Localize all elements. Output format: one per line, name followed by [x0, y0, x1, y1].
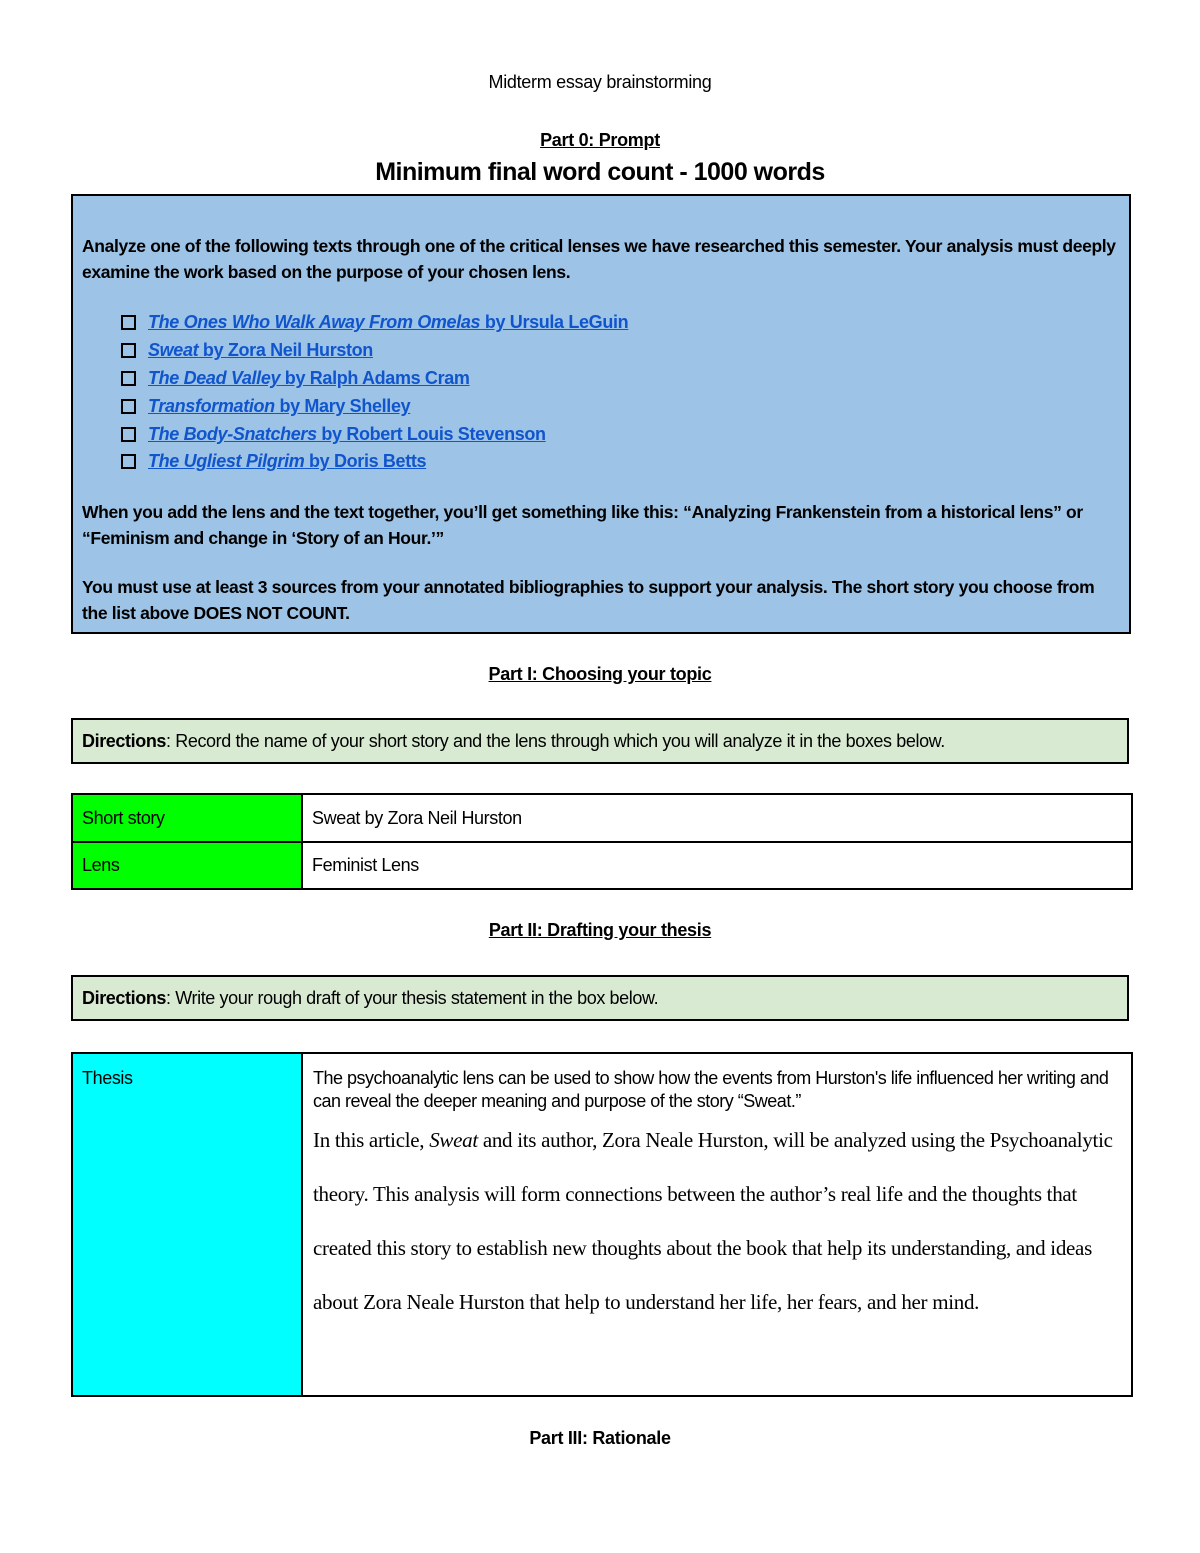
part2-directions [71, 975, 1129, 1021]
lens-label: Lens [72, 842, 302, 889]
short-story-label: Short story [72, 794, 302, 842]
checkbox-icon[interactable] [121, 427, 136, 442]
table-row [72, 842, 1132, 889]
prompt-example: When you add the lens and the text together, you’ll get something like this: “Analyzing Frankenstein from a historical lens” or “Feminism and change in ‘Story of an Hour.’” [82, 502, 1083, 548]
story-link[interactable]: Transformation by Mary Shelley [148, 395, 411, 416]
thesis-field[interactable] [302, 1053, 1132, 1396]
part1-heading: Part I: Choosing your topic [488, 664, 712, 684]
checkbox-icon[interactable] [121, 454, 136, 469]
prompt-sources: You must use at least 3 sources from your annotated bibliographies to support your analysis. The short story you choose from the list above DOES NOT COUNT. [82, 577, 1095, 623]
part1-directions [71, 718, 1129, 764]
directions-label: Directions [82, 987, 167, 1008]
thesis-label: Thesis [72, 1053, 302, 1396]
directions-text: : Record the name of your short story and the lens through which you will analyze it in the boxes below. [166, 730, 945, 751]
checkbox-icon[interactable] [121, 399, 136, 414]
short-story-value[interactable]: Sweat by Zora Neil Hurston [302, 794, 1132, 842]
part2-heading: Part II: Drafting your thesis [488, 920, 712, 940]
directions-text: : Write your rough draft of your thesis statement in the box below. [166, 987, 659, 1008]
list-item [121, 309, 1021, 337]
checkbox-icon[interactable] [121, 315, 136, 330]
checkbox-icon[interactable] [121, 343, 136, 358]
topic-table [71, 793, 1133, 890]
part3-heading: Part III: Rationale [529, 1428, 671, 1448]
directions-label: Directions [82, 730, 167, 751]
list-item [121, 420, 1021, 448]
lens-value[interactable]: Feminist Lens [302, 842, 1132, 889]
word-count-heading: Minimum final word count - 1000 words [375, 158, 825, 186]
story-list [121, 309, 1021, 476]
checkbox-icon[interactable] [121, 371, 136, 386]
story-link[interactable]: The Body-Snatchers by Robert Louis Stevenson [148, 423, 546, 444]
story-link[interactable]: The Dead Valley by Ralph Adams Cram [148, 367, 470, 388]
thesis-long-text: In this article, Sweat and its author, Zora Neale Hurston, will be analyzed using the Psychoanalytic theory. This analysis will form connections between the author’s real life and the thoughts that created this story to establish new thoughts about the book that help its understanding, and ideas about Zora Neale Hurston that help to understand her life, her fears, and her mind. [313, 1128, 1113, 1314]
list-item [121, 392, 1021, 420]
document-title: Midterm essay brainstorming [488, 72, 712, 92]
prompt-intro: Analyze one of the following texts through one of the critical lenses we have researched this semester. Your analysis must deeply examine the work based on the purpose of your chosen lens. [82, 236, 1116, 282]
table-row [72, 794, 1132, 842]
table-row [72, 1053, 1132, 1396]
list-item [121, 365, 1021, 393]
story-link[interactable]: The Ones Who Walk Away From Omelas by Ursula LeGuin [148, 312, 629, 333]
part0-heading: Part 0: Prompt [540, 130, 660, 150]
list-item [121, 337, 1021, 365]
list-item [121, 448, 1021, 476]
thesis-table [71, 1052, 1133, 1397]
story-link[interactable]: Sweat by Zora Neil Hurston [148, 340, 373, 361]
thesis-short-text: The psychoanalytic lens can be used to show how the events from Hurston's life influenced her writing and can reveal the deeper meaning and purpose of the story “Sweat.” [313, 1068, 1109, 1111]
prompt-box [71, 194, 1131, 634]
story-link[interactable]: The Ugliest Pilgrim by Doris Betts [148, 451, 427, 472]
